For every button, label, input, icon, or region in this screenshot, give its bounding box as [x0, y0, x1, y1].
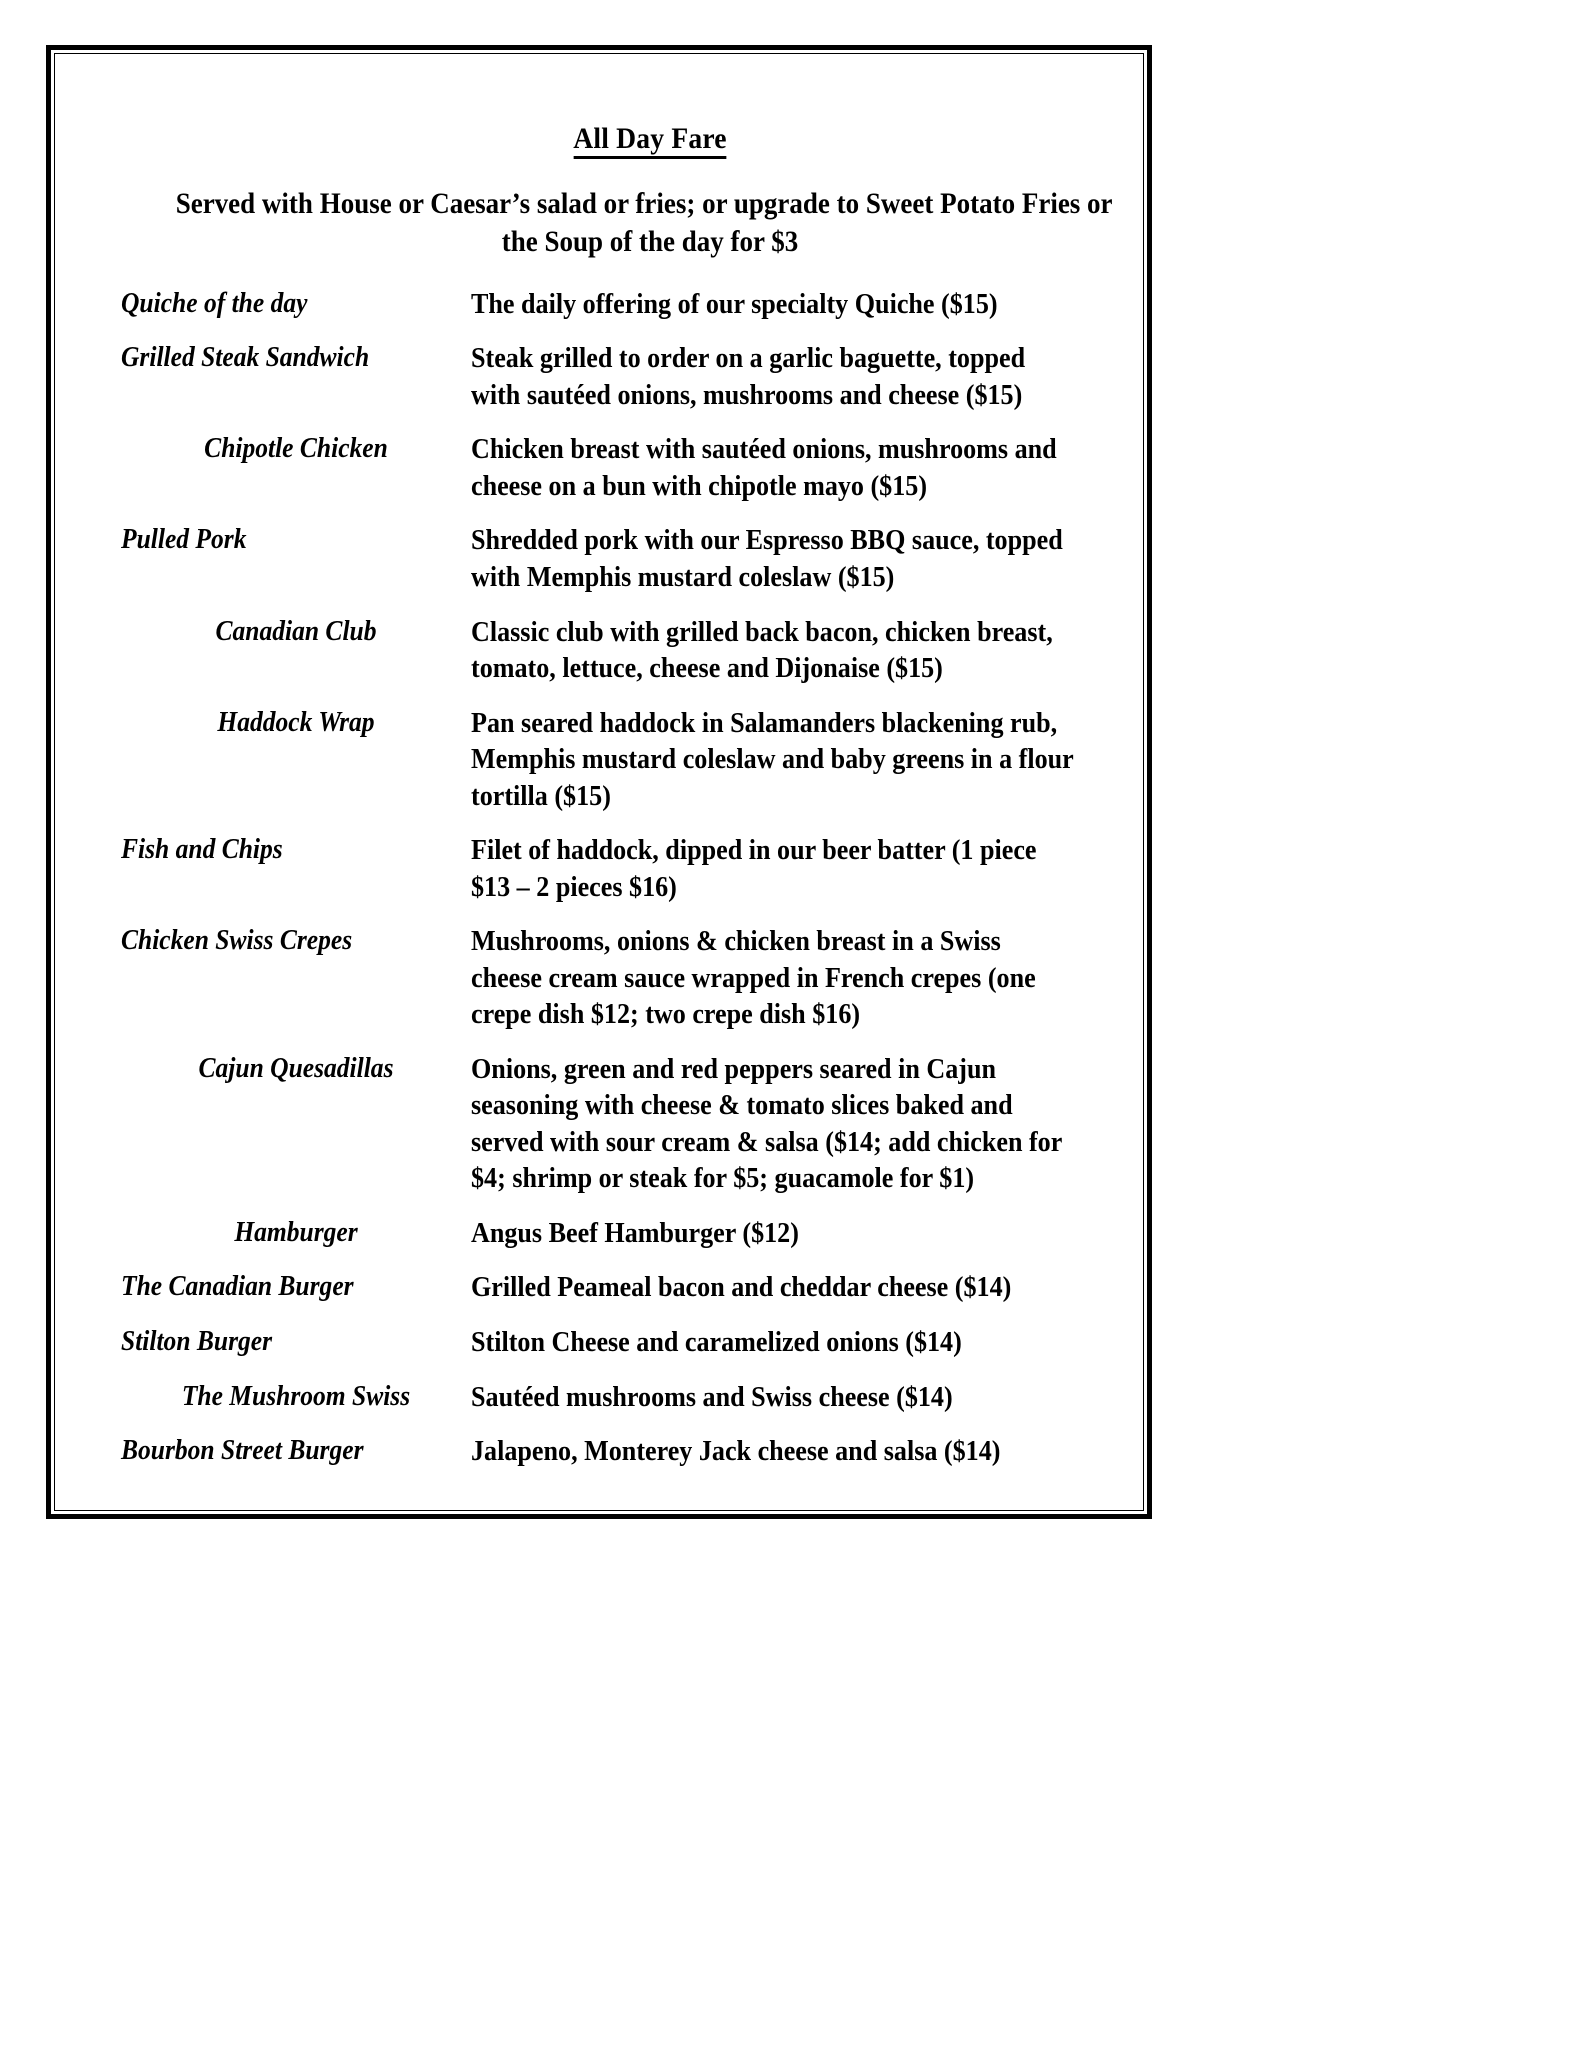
menu-item-row — [121, 1379, 1179, 1416]
menu-item-description-line: Onions, green and red peppers seared in Cajun — [471, 1052, 996, 1085]
menu-item-description-line: Stilton Cheese and caramelized onions ($14) — [471, 1326, 962, 1358]
menu-content — [121, 122, 1179, 1488]
menu-item-name: Cajun Quesadillas — [198, 1051, 394, 1084]
menu-item-name: Grilled Steak Sandwich — [121, 341, 370, 374]
menu-item-description-line: Chicken breast with sautéed onions, mushrooms and — [471, 433, 1057, 466]
menu-item-row — [121, 286, 1179, 323]
menu-item-description-line: Angus Beef Hamburger ($12) — [471, 1216, 799, 1249]
menu-item-description-line: Mushrooms, onions & chicken breast in a Swiss — [471, 925, 1001, 958]
menu-item-description-line: cheese cream sauce wrapped in French crepes (one — [471, 961, 1036, 994]
menu-item-description — [471, 1215, 1108, 1252]
menu-item-description-line: $13 – 2 pieces $16) — [471, 870, 677, 903]
menu-item-row — [121, 1269, 1179, 1306]
menu-item-description-line: cheese on a bun with chipotle mayo ($15) — [471, 469, 928, 502]
menu-item-row — [121, 1215, 1179, 1252]
menu-item-name: Bourbon Street Burger — [121, 1434, 364, 1467]
menu-item-description — [471, 1324, 1108, 1361]
page-title — [163, 122, 1136, 155]
menu-item-description — [471, 340, 1108, 413]
menu-item-description — [471, 1269, 1108, 1306]
menu-item-row — [121, 832, 1179, 905]
menu-item-row — [121, 431, 1179, 504]
menu-item-description — [471, 1051, 1108, 1197]
menu-item-name: The Canadian Burger — [121, 1270, 354, 1303]
menu-item-description-line: Jalapeno, Monterey Jack cheese and salsa ($14) — [471, 1435, 1001, 1468]
menu-item-description — [471, 923, 1108, 1033]
menu-item-row — [121, 340, 1179, 413]
menu-item-list — [121, 286, 1179, 1470]
menu-item-name: Quiche of the day — [121, 286, 308, 319]
menu-item-row — [121, 522, 1179, 595]
menu-item-description-line: Filet of haddock, dipped in our beer batter (1 piece — [471, 834, 1037, 867]
menu-item-description — [471, 431, 1108, 504]
menu-item-name: Haddock Wrap — [217, 705, 375, 738]
menu-item-name: Chipotle Chicken — [204, 432, 388, 465]
menu-item-description-line: Pan seared haddock in Salamanders blackening rub, — [471, 706, 1058, 739]
menu-item-row — [121, 1051, 1179, 1197]
menu-item-description-line: with Memphis mustard coleslaw ($15) — [471, 560, 895, 593]
menu-item-description — [471, 614, 1108, 687]
menu-item-description-line: seasoning with cheese & tomato slices baked and — [471, 1089, 1013, 1122]
menu-item-description — [471, 705, 1108, 815]
menu-item-description-line: The daily offering of our specialty Quiche ($15) — [471, 287, 998, 320]
menu-item-description-line: with sautéed onions, mushrooms and cheese ($15) — [471, 378, 1023, 411]
menu-item-name: Stilton Burger — [121, 1325, 273, 1357]
menu-item-name: Fish and Chips — [121, 833, 283, 866]
menu-subtitle-line-1: Served with House or Caesar’s salad or fries; or upgrade to Sweet Potato Fries or — [175, 187, 1113, 220]
menu-item-description-line: Sautéed mushrooms and Swiss cheese ($14) — [471, 1380, 953, 1413]
menu-item-description — [471, 286, 1108, 323]
menu-item-name: Pulled Pork — [121, 523, 247, 556]
menu-item-description-line: $4; shrimp or steak for $5; guacamole for $1) — [471, 1162, 975, 1195]
menu-item-name: The Mushroom Swiss — [181, 1379, 411, 1412]
menu-item-description-line: tortilla ($15) — [471, 779, 611, 812]
menu-item-description — [471, 832, 1108, 905]
menu-item-description — [471, 1433, 1108, 1470]
menu-item-description-line: crepe dish $12; two crepe dish $16) — [471, 998, 861, 1031]
menu-item-row — [121, 705, 1179, 815]
menu-item-name: Hamburger — [234, 1215, 358, 1248]
menu-item-description — [471, 522, 1108, 595]
menu-item-description-line: served with sour cream & salsa ($14; add chicken for — [471, 1125, 1063, 1158]
menu-subtitle-line-2: the Soup of the day for $3 — [501, 225, 799, 259]
page-border-outer — [46, 45, 1152, 1519]
menu-item-row — [121, 1324, 1179, 1361]
menu-item-row — [121, 1433, 1179, 1470]
menu-item-description — [471, 1379, 1108, 1416]
menu-item-name: Canadian Club — [215, 614, 377, 647]
menu-item-description-line: Shredded pork with our Espresso BBQ sauce, topped — [471, 524, 1063, 557]
page-title-text: All Day Fare — [573, 122, 726, 159]
menu-subtitle — [174, 185, 1126, 262]
menu-item-row — [121, 614, 1179, 687]
menu-item-row — [121, 923, 1179, 1033]
menu-item-description-line: Steak grilled to order on a garlic baguette, topped — [471, 342, 1026, 375]
menu-item-description-line: tomato, lettuce, cheese and Dijonaise ($15) — [471, 652, 943, 685]
menu-item-description-line: Grilled Peameal bacon and cheddar cheese ($14) — [471, 1271, 1012, 1304]
menu-item-description-line: Memphis mustard coleslaw and baby greens in a flour — [471, 743, 1074, 776]
menu-item-name: Chicken Swiss Crepes — [121, 924, 353, 957]
menu-item-description-line: Classic club with grilled back bacon, chicken breast, — [471, 615, 1053, 648]
